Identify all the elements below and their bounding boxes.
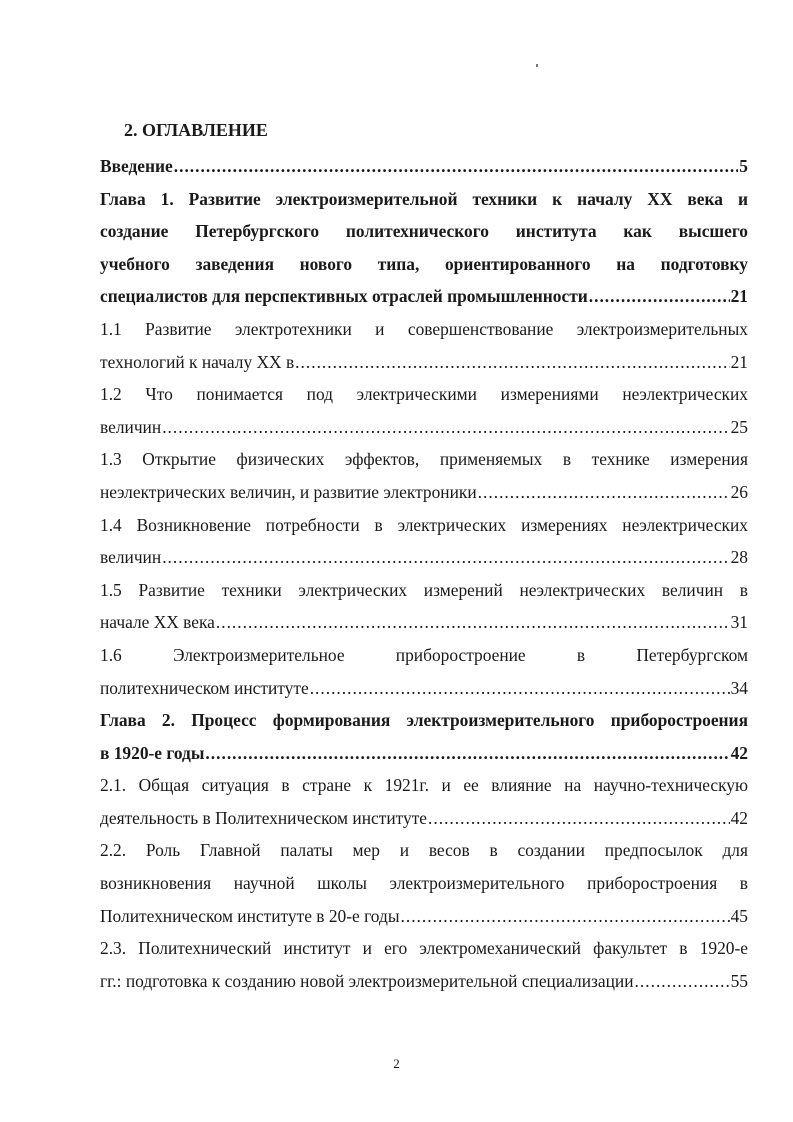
dot-leader: [589, 280, 730, 313]
toc-page-number: 25: [730, 416, 748, 437]
toc-entry-last-line: [100, 672, 748, 705]
dot-leader: [635, 965, 730, 998]
dot-leader: [174, 150, 739, 183]
toc-entry-line: создание Петербургского политехнического института как высшего: [100, 221, 748, 242]
toc-entry-s1-1[interactable]: [100, 313, 748, 378]
dot-leader: [295, 346, 729, 379]
toc-entry-last-line: [100, 737, 748, 770]
toc-page-number: 31: [730, 612, 748, 633]
toc-entry-title: в 1920-е годы: [100, 742, 205, 763]
dot-leader: [162, 411, 729, 444]
table-of-contents: [100, 150, 748, 997]
toc-entry-last-line: [100, 802, 748, 835]
toc-entry-line: 2.1. Общая ситуация в стране к 1921г. и ее влияние на научно-техническую: [100, 775, 748, 796]
dot-leader: [310, 672, 730, 705]
toc-page-number: 5: [739, 156, 748, 176]
toc-entry-last-line: [100, 965, 748, 998]
toc-entry-ch2[interactable]: [100, 704, 748, 769]
page-number: 2: [393, 1056, 400, 1071]
toc-entry-title: технологий к началу XX в: [100, 351, 295, 372]
toc-entry-line: 1.4 Возникновение потребности в электрических измерениях неэлектрических: [100, 514, 748, 535]
toc-page-number: 42: [730, 742, 748, 763]
toc-entry-line: 1.5 Развитие техники электрических измерений неэлектрических величин в: [100, 579, 748, 600]
toc-page-number: 45: [730, 905, 748, 926]
toc-entry-last-line: [100, 411, 748, 444]
toc-entry-s2-3[interactable]: [100, 932, 748, 997]
toc-entry-line: 1.6 Электроизмерительное приборостроение в Петербургском: [100, 644, 748, 665]
toc-entry-line: 1.2 Что понимается под электрическими измерениями неэлектрических: [100, 384, 748, 405]
toc-entry-line: Глава 2. Процесс формирования электроизмерительного приборостроения: [100, 710, 748, 731]
toc-page-number: 28: [730, 547, 748, 568]
toc-entry-s1-6[interactable]: [100, 639, 748, 704]
toc-entry-last-line: [100, 606, 748, 639]
toc-entry-title: политехническом институте: [100, 677, 309, 698]
dot-leader: [478, 476, 730, 509]
toc-page-number: 34: [730, 677, 748, 698]
toc-entry-s2-2[interactable]: [100, 834, 748, 932]
toc-heading: 2. ОГЛАВЛЕНИЕ: [124, 120, 268, 140]
dot-leader: [428, 802, 730, 835]
toc-entry-title: Политехническом институте в 20-е годы: [100, 905, 400, 926]
toc-entry-s2-1[interactable]: [100, 769, 748, 834]
toc-entry-last-line: [100, 150, 748, 183]
toc-entry-title: Введение: [100, 156, 173, 176]
toc-entry-last-line: [100, 541, 748, 574]
toc-entry-last-line: [100, 900, 748, 933]
toc-entry-line: Глава 1. Развитие электроизмерительной техники к началу XX века и: [100, 188, 748, 209]
dot-leader: [216, 606, 730, 639]
toc-entry-title: специалистов для перспективных отраслей промышленности: [100, 286, 588, 307]
toc-entry-title: величин: [100, 416, 162, 437]
toc-entry-line: 2.3. Политехнический институт и его электромеханический факультет в 1920-е: [100, 938, 748, 959]
toc-entry-title: неэлектрических величин, и развитие электроники: [100, 481, 477, 502]
dot-leader: [162, 541, 729, 574]
toc-page-number: 26: [730, 481, 748, 502]
toc-entry-s1-2[interactable]: [100, 378, 748, 443]
toc-entry-s1-5[interactable]: [100, 574, 748, 639]
dot-leader: [205, 737, 729, 770]
toc-entry-title: начале XX века: [100, 612, 215, 633]
toc-entry-line: 1.1 Развитие электротехники и совершенствование электроизмерительных: [100, 318, 748, 339]
toc-page-number: 42: [730, 807, 748, 828]
toc-entry-line: 2.2. Роль Главной палаты мер и весов в создании предпосылок для: [100, 840, 748, 861]
toc-entry-title: гг.: подготовка к созданию новой электроизмерительной специализации: [100, 970, 634, 991]
toc-entry-last-line: [100, 280, 748, 313]
toc-entry-line: 1.3 Открытие физических эффектов, применяемых в технике измерения: [100, 449, 748, 470]
toc-entry-s1-4[interactable]: [100, 509, 748, 574]
toc-page-number: 21: [730, 351, 748, 372]
toc-entry-line: возникновения научной школы электроизмерительного приборостроения в: [100, 873, 748, 894]
scan-speck: [536, 64, 538, 67]
toc-entry-last-line: [100, 346, 748, 379]
toc-entry-title: деятельность в Политехническом институте: [100, 807, 428, 828]
toc-entry-last-line: [100, 476, 748, 509]
toc-entry-ch1[interactable]: [100, 183, 748, 313]
toc-entry-s1-3[interactable]: [100, 443, 748, 508]
toc-entry-intro[interactable]: [100, 150, 748, 183]
toc-entry-title: величин: [100, 547, 162, 568]
dot-leader: [401, 900, 730, 933]
toc-entry-line: учебного заведения нового типа, ориентированного на подготовку: [100, 253, 748, 274]
toc-page-number: 21: [730, 286, 748, 307]
toc-page-number: 55: [730, 970, 748, 991]
